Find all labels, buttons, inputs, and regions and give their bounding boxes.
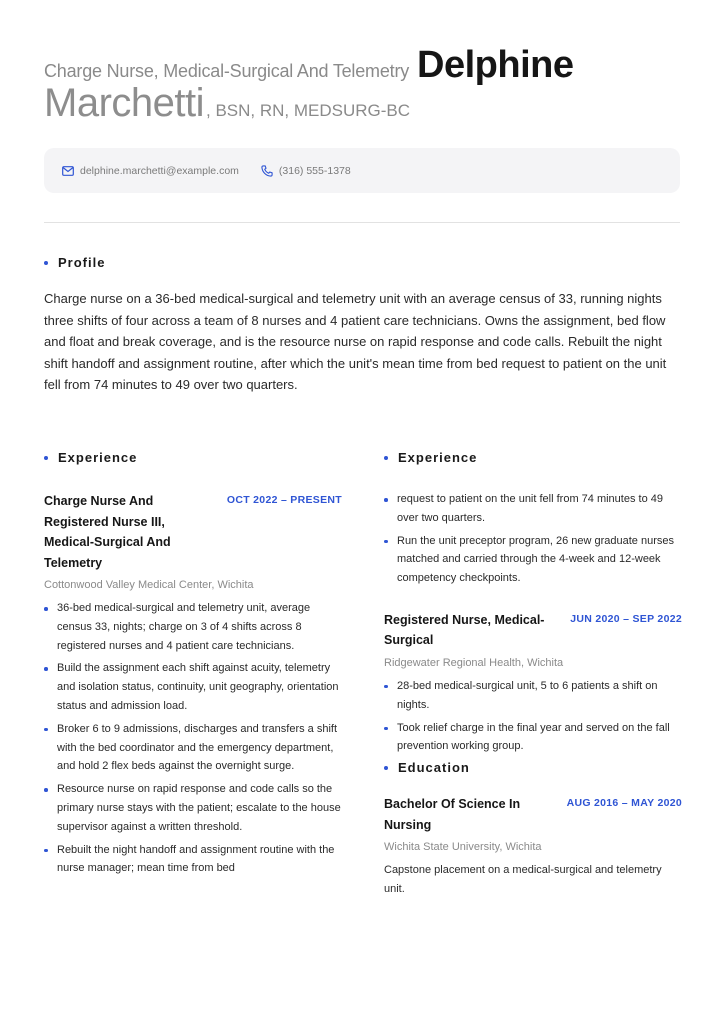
- degree-title: Bachelor Of Science In Nursing: [384, 797, 521, 832]
- last-name: Marchetti: [44, 81, 204, 125]
- profile-heading-text: Profile: [58, 255, 106, 270]
- education-entry: [384, 794, 682, 899]
- job-bullets: [44, 599, 342, 878]
- list-item: Rebuilt the night handoff and assignment routine with the nurse manager; mean time from bed: [44, 841, 342, 879]
- experience-heading-text: Experience: [398, 450, 478, 465]
- header-divider: [44, 222, 680, 223]
- job-entry: [384, 610, 682, 756]
- section-dot-icon: [384, 766, 388, 770]
- phone-icon: [261, 165, 273, 177]
- section-dot-icon: [44, 261, 48, 265]
- profile-heading: [44, 255, 105, 270]
- experience-heading-continued: [384, 450, 682, 465]
- education-heading-text: Education: [398, 760, 470, 776]
- contact-email[interactable]: [62, 165, 239, 177]
- job-bullets: [384, 677, 682, 756]
- education-heading: [384, 760, 682, 775]
- job-entry: [44, 491, 342, 878]
- list-item: request to patient on the unit fell from 74 minutes to 49 over two quarters.: [384, 490, 682, 528]
- resume-header: [44, 44, 684, 126]
- job-date: JUN 2020 – SEP 2022: [570, 612, 682, 625]
- list-item: Broker 6 to 9 admissions, discharges and transfers a shift with the bed coordinator and the emergency department, and hold 2 flex beds against the overnight surge.: [44, 720, 342, 776]
- profile-summary: Charge nurse on a 36-bed medical-surgical and telemetry unit with an average census of 33, running nights three shifts of four across a team of 8 nurses and 4 patient care technicians. Owns the assignment, bed flow and float and break coverage, and is the resource nurse on rapid response and code calls. Rebuilt the night shift handoff and assignment routine, after which the unit's mean time from bed request to patient on the unit fell from 74 minutes to 49 over two quarters.: [44, 291, 667, 392]
- education-date: AUG 2016 – MAY 2020: [566, 797, 682, 810]
- experience-heading-text: Experience: [58, 450, 138, 465]
- education-header: [384, 794, 682, 835]
- section-dot-icon: [44, 456, 48, 460]
- first-name: Delphine: [417, 44, 574, 86]
- contact-phone[interactable]: [261, 165, 351, 177]
- left-column: [44, 450, 342, 882]
- education-description: Capstone placement on a medical-surgical and telemetry unit.: [384, 864, 662, 895]
- phone-text[interactable]: (316) 555-1378: [278, 164, 351, 177]
- job-role: Charge Nurse, Medical-Surgical And Telemetry: [44, 61, 410, 81]
- job-header: [44, 491, 342, 573]
- experience-heading: [44, 450, 342, 465]
- job-header: [384, 610, 682, 651]
- job-title: Registered Nurse, Medical-Surgical: [384, 612, 545, 648]
- email-text[interactable]: delphine.marchetti@example.com: [80, 164, 239, 177]
- job-organization: Ridgewater Regional Health, Wichita: [384, 656, 564, 669]
- job-date: OCT 2022 – PRESENT: [226, 494, 342, 506]
- title-line-2: [44, 81, 684, 126]
- list-item: 36-bed medical-surgical and telemetry unit, average census 33, nights; charge on 3 of 4 shifts across 8 registered nurses and 4 patient care technicians.: [44, 599, 342, 655]
- list-item: Build the assignment each shift against acuity, telemetry and isolation status, continuity, unit geography, orientation status and admission load.: [44, 659, 342, 715]
- contact-bar: [44, 148, 680, 193]
- list-item: Resource nurse on rapid response and code calls so the primary nurse stays with the patient; escalate to the house supervisor against a written threshold.: [44, 780, 342, 836]
- list-item: Took relief charge in the final year and served on the fall prevention working group.: [384, 719, 682, 757]
- list-item: Run the unit preceptor program, 26 new graduate nurses matched and carried through the 4-week and 12-week competency checkpoints.: [384, 532, 682, 588]
- school-name: Wichita State University, Wichita: [384, 841, 542, 854]
- list-item: 28-bed medical-surgical unit, 5 to 6 patients a shift on nights.: [384, 677, 682, 715]
- job-title: Charge Nurse And Registered Nurse III, Medical-Surgical And Telemetry: [44, 494, 171, 570]
- job-organization: Cottonwood Valley Medical Center, Wichita: [44, 579, 254, 591]
- credentials: , BSN, RN, MEDSURG-BC: [206, 101, 411, 120]
- mail-icon: [62, 166, 74, 176]
- continued-bullets: [384, 490, 682, 588]
- right-column: [384, 450, 682, 899]
- section-dot-icon: [384, 456, 388, 460]
